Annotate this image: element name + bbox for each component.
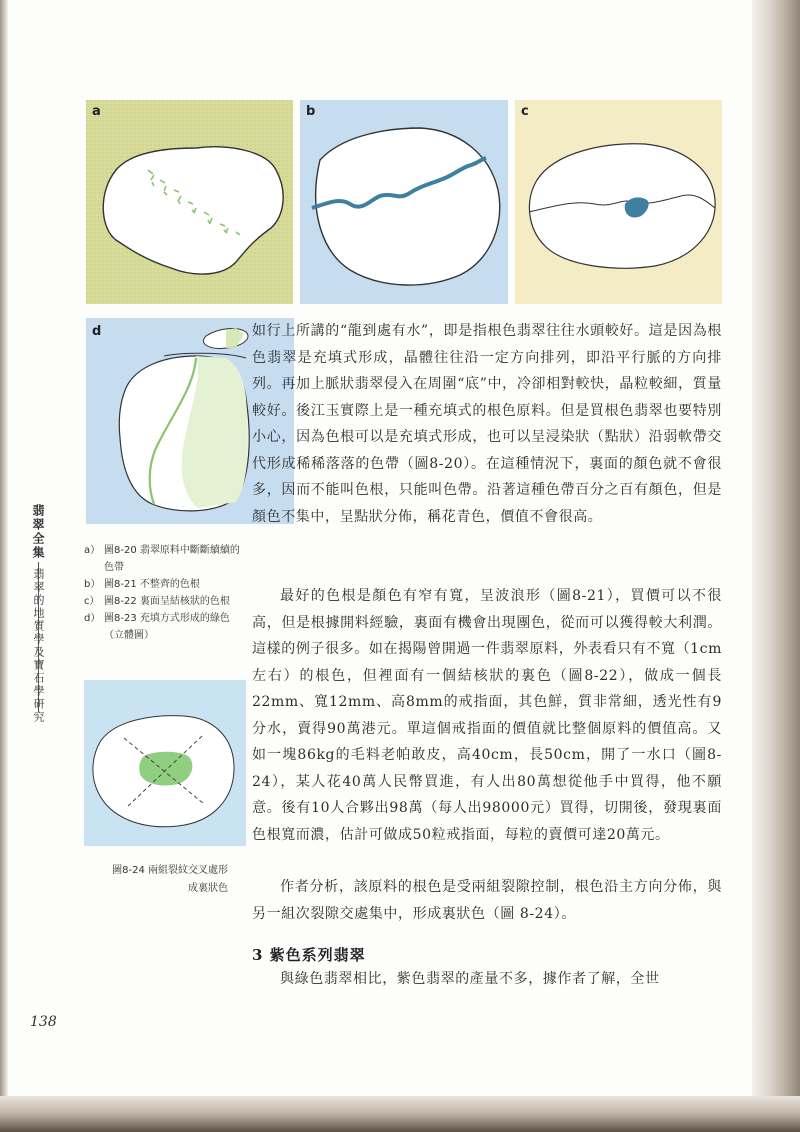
book-spine-shadow [752,0,800,1132]
caption-b: b） 圖8-21 不整齊的色根 [84,579,200,590]
figure-8-24-panel [84,680,246,846]
caption-d: d） 圖8-23 充填方式形成的綠色（立體圖） [84,613,230,641]
paragraph-4-text: 與綠色翡翠相比，紫色翡翠的產量不多，據作者了解，全世 [280,971,660,987]
page-left-edge [0,0,8,1132]
body-paragraph-3 [252,874,722,927]
figure-8-24-caption: 圖8-24 兩組裂紋交叉處形成裏狀色 [112,865,228,894]
page-bottom-edge [0,1096,800,1132]
figure-captions [84,542,244,644]
paragraph-1-text: 如行上所講的“龍到處有水”，即是指根色翡翠往往水頭較好。這是因為根色翡翠是充填式形成，晶體往往沿一定方向排列，即沿平行脈的方向排列。再加上脈狀翡翠侵入在周圍“底”中，冷卻相對較快，晶粒較細，質量較好。後江玉實際上是一種充填式的根色原料。但是買根色翡翠也要特別小心，因為色根可以是充填式形成，也可以呈浸染狀（點狀）沿弱軟帶交代形成稀稀落落的色帶（圖8-20）。在這種情況下，裏面的顏色就不會很多，因而不能叫色根，只能叫色帶。沿著這種色帶百分之百有顏色，但是顏色不集中，呈點狀分佈，稱花青色，價值不會很高。 [252,323,722,525]
figure-c-drawing [515,100,722,304]
figure-a-label: a [92,104,101,119]
section-heading-purple: 3 紫色系列翡翠 [252,946,366,964]
body-paragraph-2 [252,583,722,848]
figure-a-panel [86,100,293,304]
page-number: 138 [30,1014,57,1030]
body-paragraph-4 [252,966,722,993]
caption-a: a） 圖8-20 翡翠原料中斷斷續續的色帶 [84,545,240,573]
figure-8-24-drawing [84,680,246,846]
chapter-title-vertical: 翡翠的地質學及寶石學研究 [32,568,45,724]
paragraph-3-text: 作者分析，該原料的根色是受兩組裂隙控制，根色沿主方向分佈，與另一組次裂隙交處集中，形成裏狀色（圖 8-24）。 [252,879,722,922]
figure-b-panel [300,100,508,304]
figure-b-label: b [306,104,316,119]
figure-a-drawing [86,100,293,304]
body-paragraph-1 [252,318,722,530]
book-title-vertical: 翡翠全集 [31,504,45,560]
caption-c: c） 圖8-22 裏面呈結核狀的色根 [84,596,230,607]
figure-c-panel [515,100,722,304]
paragraph-2-text: 最好的色根是顏色有窄有寬，呈波浪形（圖8-21），買價可以不很高，但是根據開料經驗，裏面有機會出現團色，從而可以獲得較大利潤。這樣的例子很多。如在揭陽曾開過一件翡翠原料，外表看只有不寬（1cm左右）的根色，但裡面有一個結核狀的裏色（圖8-22），做成一個長22mm、寬12mm、高8mm的戒指面，其色鮮，質非常細，透光性有9分水，賣得90萬港元。單這個戒指面的價值就比整個原料的價值高。又如一塊86kg的毛料老帕敢皮，高40cm，長50cm，開了一水口（圖8-24），某人花40萬人民幣買進，有人出80萬想從他手中買得，他不願意。後有10人合夥出98萬（每人出98000元）買得，切開後，發現裏面色根寬而濃，估計可做成50粒戒指面，每粒的賣價可達20萬元。 [252,588,722,843]
figure-b-drawing [300,100,508,304]
figure-c-label: c [521,104,529,119]
figure-d-label: d [92,324,102,339]
